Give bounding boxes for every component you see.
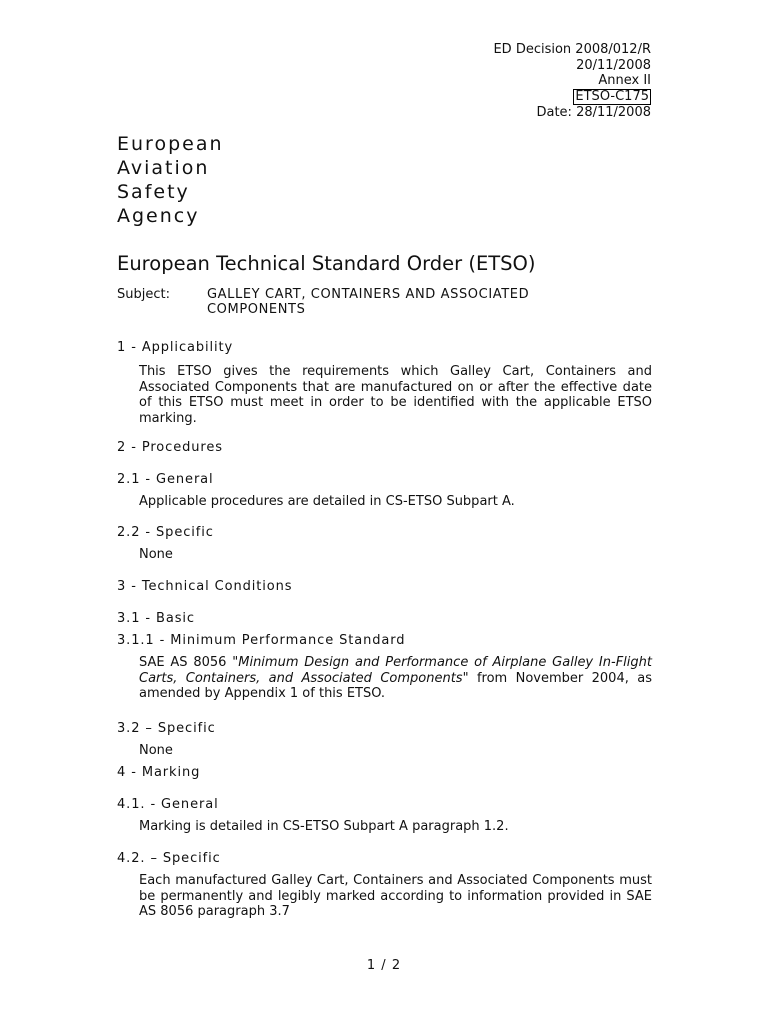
- subject-value-line-2: COMPONENTS: [207, 301, 306, 317]
- section-1-text-line-2: Associated Components that are manufactured on or after the effective date: [139, 379, 652, 395]
- section-4-1-heading: 4.1. - General: [117, 797, 219, 812]
- page-number: 1 / 2: [366, 958, 402, 973]
- section-3-heading: 3 - Technical Conditions: [117, 579, 293, 594]
- section-1-text-line-4: marking.: [139, 410, 197, 426]
- section-3-1-1-line-1: SAE AS 8056 "Minimum Design and Performance of Airplane Galley In-Flight: [139, 655, 652, 670]
- standard-title-part-1: Minimum Design and Performance of Airplane Galley In-Flight: [238, 655, 652, 670]
- section-3-1-1-line-3: amended by Appendix 1 of this ETSO.: [139, 686, 386, 701]
- subject-value-line-1: GALLEY CART, CONTAINERS AND ASSOCIATED: [207, 287, 530, 302]
- section-1-text: [139, 364, 652, 426]
- section-4-2-line-1: Each manufactured Galley Cart, Containers and Associated Components must: [139, 873, 652, 888]
- section-4-2-line-3: AS 8056 paragraph 3.7: [139, 904, 290, 919]
- subject-label: Subject:: [117, 287, 170, 302]
- decision-date: 20/11/2008: [576, 57, 651, 73]
- section-4-2-line-2: be permanently and legibly marked according to information provided in SAE: [139, 888, 652, 904]
- agency-name: [117, 132, 224, 228]
- section-1-text-line-3: of this ETSO must meet in order to be identified with the applicable ETSO: [139, 395, 652, 410]
- section-3-1-1-line-2: Carts, Containers, and Associated Components" from November 2004, as: [139, 670, 652, 686]
- section-3-1-heading: 3.1 - Basic: [117, 611, 195, 626]
- section-3-2-text: None: [139, 743, 173, 758]
- agency-line-3: Safety: [117, 181, 190, 203]
- agency-line-1: European: [117, 133, 224, 155]
- agency-line-2: Aviation: [117, 157, 210, 179]
- decision-number: ED Decision 2008/012/R: [493, 42, 651, 57]
- section-1-heading: 1 - Applicability: [117, 340, 234, 355]
- agency-line-4: Agency: [117, 205, 200, 227]
- issue-date: Date: 28/11/2008: [536, 104, 651, 120]
- document-header: [493, 42, 651, 120]
- section-2-1-heading: 2.1 - General: [117, 472, 214, 487]
- section-1-text-line-1: This ETSO gives the requirements which Galley Cart, Containers and: [139, 364, 652, 379]
- section-3-1-1-heading: 3.1.1 - Minimum Performance Standard: [117, 633, 406, 648]
- document-title: European Technical Standard Order (ETSO): [117, 252, 536, 275]
- annex-label: Annex II: [598, 73, 651, 88]
- section-4-2-text: [139, 873, 652, 920]
- section-3-1-1-text: [139, 655, 652, 702]
- section-4-heading: 4 - Marking: [117, 765, 201, 780]
- etso-reference-box: ETSO-C175: [575, 88, 649, 104]
- standard-title-part-2: Carts, Containers, and Associated Components: [139, 670, 463, 686]
- section-4-2-heading: 4.2. – Specific: [117, 851, 221, 866]
- section-3-2-heading: 3.2 – Specific: [117, 721, 216, 736]
- section-2-2-heading: 2.2 - Specific: [117, 525, 214, 540]
- section-4-1-text: Marking is detailed in CS-ETSO Subpart A paragraph 1.2.: [139, 819, 509, 834]
- section-2-2-text: None: [139, 547, 173, 562]
- section-2-1-text: Applicable procedures are detailed in CS-ETSO Subpart A.: [139, 494, 515, 509]
- subject-value: [207, 288, 567, 317]
- section-2-heading: 2 - Procedures: [117, 440, 223, 455]
